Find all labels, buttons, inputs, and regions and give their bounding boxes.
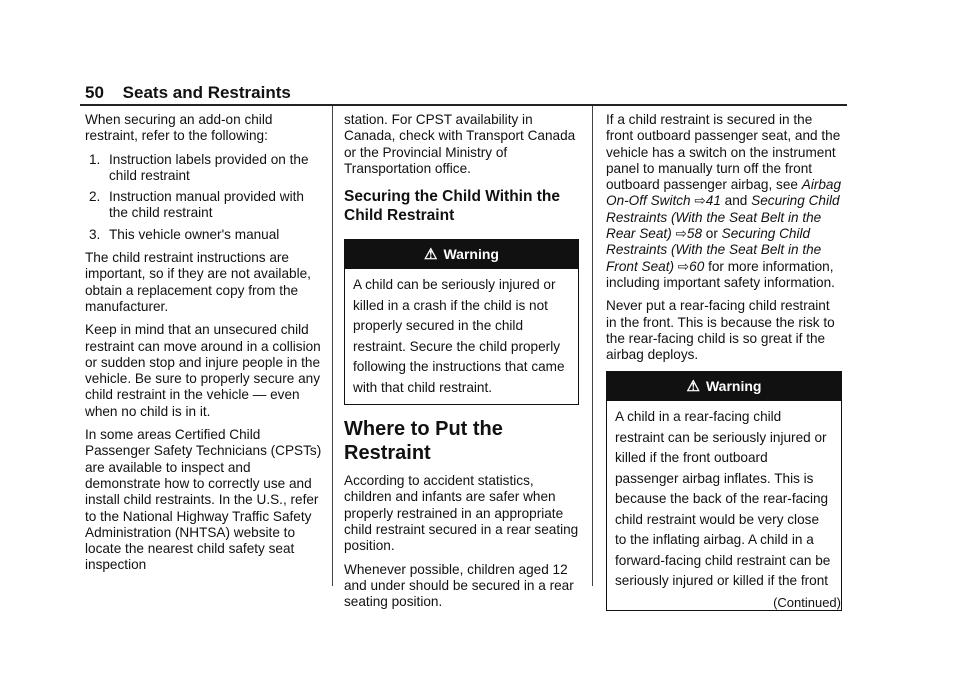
warning-header (607, 372, 841, 401)
subheading: Securing the Child Within the Child Restraint (344, 188, 560, 225)
paragraph: In some areas Certified Child Passenger Safety Technicians (CPSTs) are available to inspect and demonstrate how to correctly use and install child restraints. In the U.S., refer to the National Highway Traffic Safety Administration (NHTSA) website to locate the nearest child safety seat inspection (85, 427, 322, 573)
warning-box (344, 239, 579, 405)
text-run: If a child restraint is secured in the front outboard passenger seat, and the vehicle has a switch on the instrument panel to manually turn off the front outboard passenger airbag, see (606, 112, 841, 193)
column-2 (344, 112, 579, 618)
list-item (85, 227, 325, 243)
paragraph: According to accident statistics, children and infants are safer when properly restrained in an appropriate child restraint secured in a rear seating position. (344, 473, 579, 554)
page-reference[interactable]: 58 (686, 226, 703, 242)
paragraph: Keep in mind that an unsecured child restraint can move around in a collision or sudden stop and injure people in the vehicle. Be sure to properly secure any child restraint in the vehicle — even when no child is in it. (85, 322, 321, 419)
section-heading: Where to Put the Restraint (344, 418, 503, 465)
cross-reference-link[interactable]: Airbag On-Off Switch (606, 177, 842, 209)
paragraph: Whenever possible, children aged 12 and under should be secured in a rear seating position. (344, 561, 574, 610)
list-item (85, 189, 325, 222)
text-run: for more information, including important safety information. (606, 258, 835, 290)
warning-triangle-icon: ⚠ (686, 378, 700, 396)
warning-label: Warning (443, 246, 499, 263)
page-arrow-icon: ⇨ (677, 258, 690, 274)
paragraph: Never put a rear-facing child restraint in the front. This is because the risk to the rear-facing child is so great if the airbag deploys. (606, 298, 835, 363)
continued-label: (Continued) (773, 594, 841, 610)
cross-reference-link[interactable]: Securing Child Restraints (With the Seat Belt in the Rear Seat) (606, 193, 840, 242)
warning-label: Warning (705, 378, 762, 395)
list-item-text: This vehicle owner's manual (109, 226, 280, 242)
instruction-list (85, 152, 325, 243)
page-arrow-icon: ⇨ (675, 226, 687, 242)
cross-reference-link[interactable]: Securing Child Restraints (With the Seat Belt in the Front Seat) (606, 226, 822, 274)
list-item-number: 2. (89, 189, 101, 205)
warning-triangle-icon: ⚠ (424, 246, 438, 264)
page-header (85, 83, 291, 103)
page-number: 50 (85, 83, 104, 102)
warning-header (345, 240, 578, 269)
text-run: or (702, 226, 722, 242)
list-item-number: 1. (89, 151, 101, 167)
list-item-text: Instruction manual provided with the child restraint (109, 189, 304, 221)
intro-paragraph: When securing an add-on child restraint, refer to the following: (85, 112, 273, 144)
column-1 (85, 112, 325, 581)
list-item-text: Instruction labels provided on the child restraint (109, 151, 309, 183)
page-reference[interactable]: 41 (705, 193, 721, 209)
column-divider-2 (592, 106, 593, 586)
section-title: Seats and Restraints (122, 83, 291, 102)
page-reference[interactable]: 60 (689, 258, 705, 274)
paragraph: station. For CPST availability in Canada, check with Transport Canada or the Provincial Ministry of Transportation office. (344, 112, 576, 176)
list-item (85, 152, 325, 185)
column-3 (606, 112, 842, 623)
warning-text: A child can be seriously injured or killed in a crash if the child is not properly secured in the child restraint. Secure the child properly following the instructions that came with that child restraint. (353, 277, 565, 395)
warning-text: A child in a rear-facing child restraint can be seriously injured or killed if the front outboard passenger airbag inflates. This is because the back of the rear-facing child restraint would be very close to the inflating airbag. A child in a forward-facing child restraint can be seriously injured or killed if the front (615, 409, 831, 589)
paragraph: The child restraint instructions are important, so if they are not available, obtain a replacement copy from the manufacturer. (85, 250, 311, 314)
column-divider-1 (332, 106, 333, 586)
page-arrow-icon: ⇨ (694, 193, 706, 209)
warning-box (606, 371, 842, 611)
paragraph (606, 112, 842, 291)
header-rule (80, 104, 847, 106)
list-item-number: 3. (89, 226, 101, 242)
text-run: and (720, 193, 752, 209)
